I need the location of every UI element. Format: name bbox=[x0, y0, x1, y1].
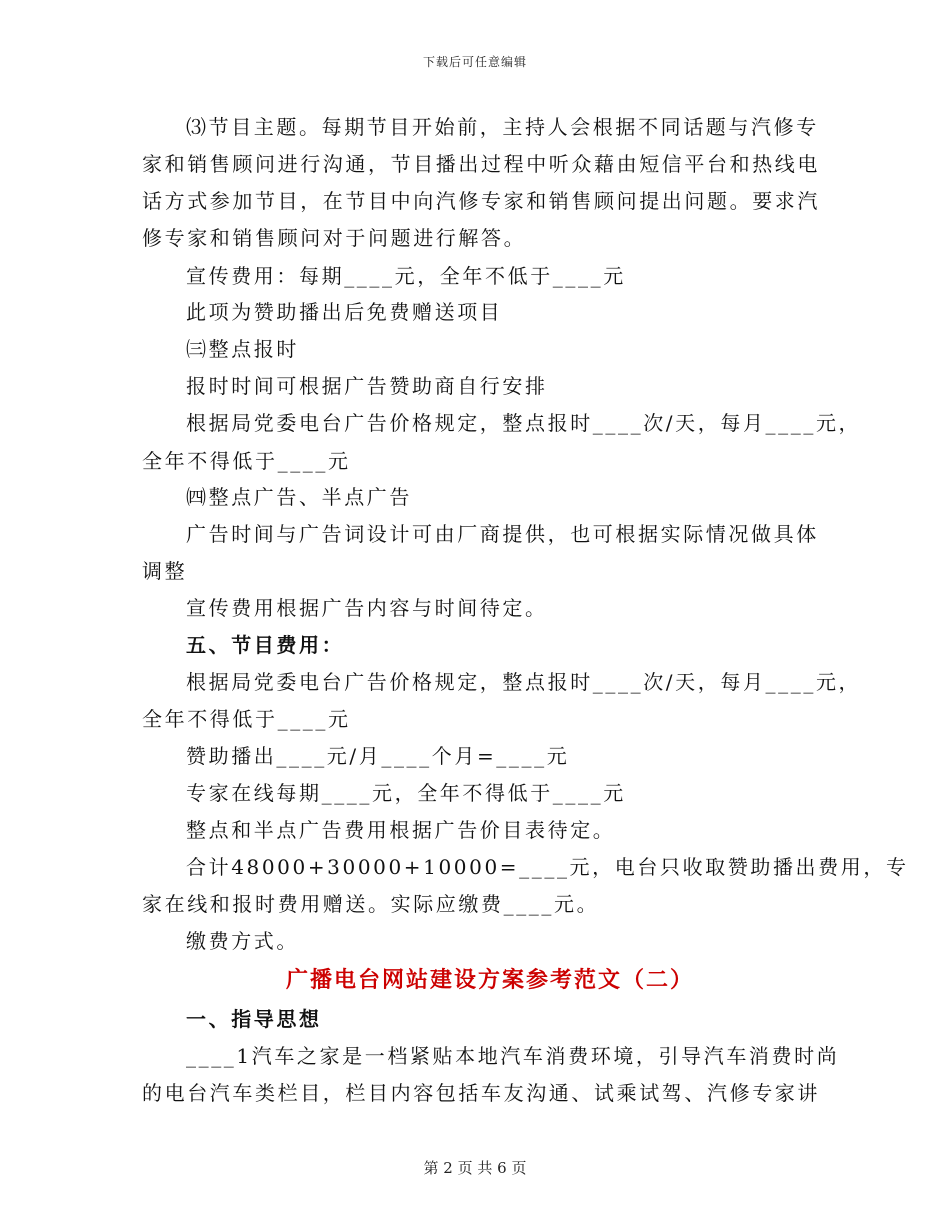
paragraph-line: 专家在线每期____元，全年不得低于____元 bbox=[186, 781, 626, 805]
page-header: 下载后可任意编辑 bbox=[422, 55, 527, 69]
paragraph-line: 调整 bbox=[142, 559, 188, 583]
paragraph-line: 家和销售顾问进行沟通，节目播出过程中听众藉由短信平台和热线电 bbox=[142, 152, 820, 176]
paragraph-line: 合计48000+30000+10000=____元，电台只收取赞助播出费用，专 bbox=[186, 855, 909, 879]
subheading: ㈣整点广告、半点广告 bbox=[186, 485, 412, 509]
paragraph-line: 全年不得低于____元 bbox=[142, 707, 351, 731]
paragraph-line: 此项为赞助播出后免费赠送项目 bbox=[186, 300, 503, 324]
paragraph-line: 根据局党委电台广告价格规定，整点报时____次/天，每月____元， bbox=[186, 411, 862, 435]
paragraph-line: 全年不得低于____元 bbox=[142, 449, 351, 473]
paragraph-line: ⑶节目主题。每期节目开始前，主持人会根据不同话题与汽修专 bbox=[186, 115, 819, 139]
paragraph-line: 宣传费用根据广告内容与时间待定。 bbox=[186, 596, 548, 620]
paragraph-line: 话方式参加节目，在节目中向汽修专家和销售顾问提出问题。要求汽 bbox=[142, 189, 820, 213]
paragraph-line: 缴费方式。 bbox=[186, 929, 299, 953]
paragraph-line: 报时时间可根据广告赞助商自行安排 bbox=[186, 374, 548, 398]
paragraph-line: 广告时间与广告词设计可由厂商提供，也可根据实际情况做具体 bbox=[186, 522, 819, 546]
paragraph-line: 根据局党委电台广告价格规定，整点报时____次/天，每月____元， bbox=[186, 670, 862, 694]
paragraph-line: 宣传费用：每期____元，全年不低于____元 bbox=[186, 264, 626, 288]
paragraph-line: ____1汽车之家是一档紧贴本地汽车消费环境，引导汽车消费时尚 bbox=[186, 1044, 840, 1068]
paragraph-line: 家在线和报时费用赠送。实际应缴费____元。 bbox=[142, 892, 600, 916]
paragraph-line: 整点和半点广告费用根据广告价目表待定。 bbox=[186, 818, 616, 842]
section-heading: 一、指导思想 bbox=[186, 1007, 322, 1031]
paragraph-line: 赞助播出____元/月____个月=____元 bbox=[186, 744, 570, 768]
paragraph-line: 的电台汽车类栏目，栏目内容包括车友沟通、试乘试驾、汽修专家讲 bbox=[142, 1081, 820, 1105]
page-footer: 第 2 页 共 6 页 bbox=[423, 1159, 527, 1177]
document-title: 广播电台网站建设方案参考范文（二） bbox=[285, 967, 694, 993]
section-heading: 五、节目费用： bbox=[186, 633, 345, 657]
subheading: ㈢整点报时 bbox=[186, 337, 299, 361]
paragraph-line: 修专家和销售顾问对于问题进行解答。 bbox=[142, 226, 527, 250]
